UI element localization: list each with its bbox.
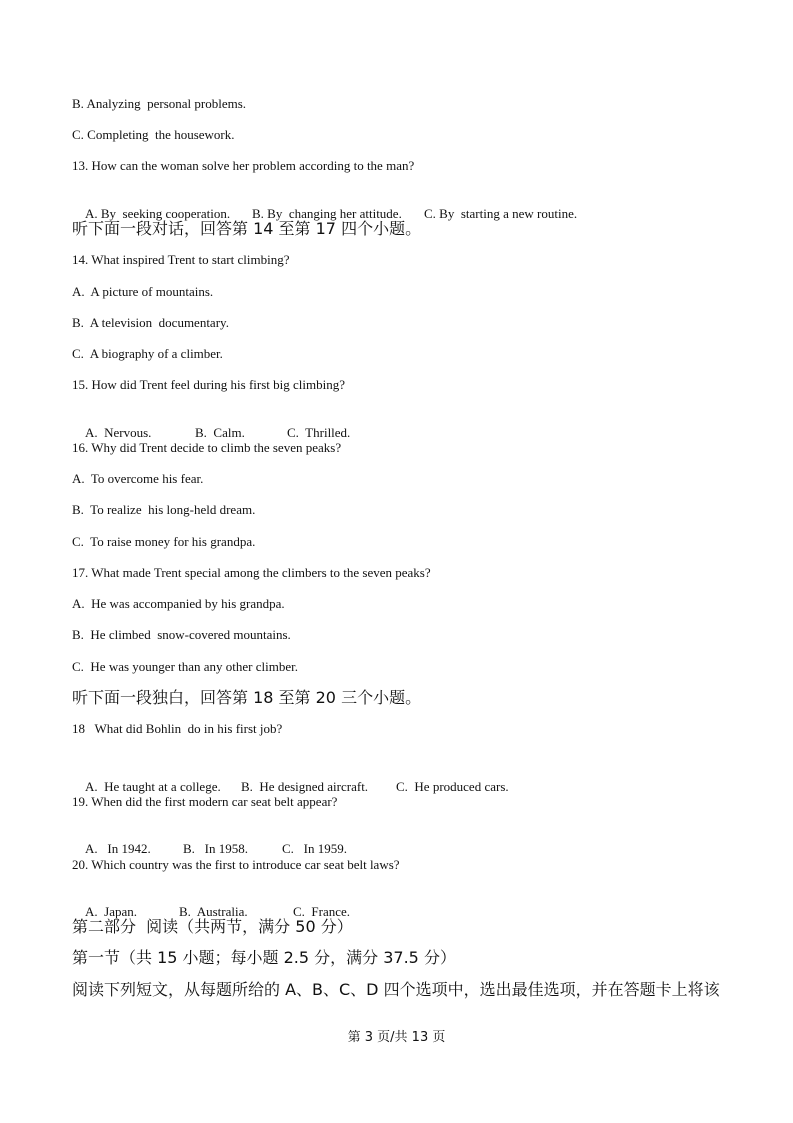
section-one-heading: 第一节（共 15 小题；每小题 2.5 分，满分 37.5 分） <box>72 948 456 967</box>
option-17c: C. He was younger than any other climber. <box>72 659 298 674</box>
question-18: 18 What did Bohlin do in his first job? <box>72 721 283 736</box>
question-19: 19. When did the first modern car seat belt appear? <box>72 794 338 809</box>
question-17: 17. What made Trent special among the climbers to the seven peaks? <box>72 565 431 580</box>
option-13c: C. By starting a new routine. <box>424 206 578 221</box>
part-two-heading: 第二部分 阅读（共两节，满分 50 分） <box>72 917 353 936</box>
option-18c: C. He produced cars. <box>396 779 509 794</box>
question-16: 16. Why did Trent decide to climb the seven peaks? <box>72 440 342 455</box>
option-16b: B. To realize his long-held dream. <box>72 502 256 517</box>
option-14c: C. A biography of a climber. <box>72 346 223 361</box>
option-14b: B. A television documentary. <box>72 315 229 330</box>
option-17b: B. He climbed snow-covered mountains. <box>72 627 291 642</box>
option-18a: A. He taught at a college. <box>85 779 221 794</box>
option-12b: B. Analyzing personal problems. <box>72 96 247 111</box>
option-18b: B. He designed aircraft. <box>241 779 369 794</box>
page-number: 第 3 页/共 13 页 <box>347 1030 446 1045</box>
option-14a: A. A picture of mountains. <box>72 284 214 299</box>
section-heading-14-17: 听下面一段对话，回答第 14 至第 17 四个小题。 <box>72 219 422 238</box>
option-17a: A. He was accompanied by his grandpa. <box>72 596 285 611</box>
section-heading-18-20: 听下面一段独白，回答第 18 至第 20 三个小题。 <box>72 688 422 707</box>
option-19a: A. In 1942. <box>85 841 151 856</box>
option-15b: B. Calm. <box>195 425 245 440</box>
option-13b: B. By changing her attitude. <box>252 206 402 221</box>
option-16a: A. To overcome his fear. <box>72 471 204 486</box>
option-16c: C. To raise money for his grandpa. <box>72 534 256 549</box>
question-14: 14. What inspired Trent to start climbing? <box>72 252 290 267</box>
option-15c: C. Thrilled. <box>287 425 351 440</box>
question-15: 15. How did Trent feel during his first big climbing? <box>72 377 345 392</box>
option-20c: C. France. <box>293 904 351 919</box>
option-13a: A. By seeking cooperation. <box>85 206 231 221</box>
option-12c: C. Completing the housework. <box>72 127 235 142</box>
option-19c: C. In 1959. <box>282 841 347 856</box>
option-20a: A. Japan. <box>85 904 137 919</box>
option-20b: B. Australia. <box>179 904 248 919</box>
reading-instruction: 阅读下列短文，从每题所给的 A、B、C、D 四个选项中，选出最佳选项，并在答题卡上将该 <box>72 980 720 999</box>
question-13: 13. How can the woman solve her problem according to the man? <box>72 158 415 173</box>
question-20: 20. Which country was the first to introduce car seat belt laws? <box>72 857 400 872</box>
option-19b: B. In 1958. <box>183 841 248 856</box>
option-15a: A. Nervous. <box>85 425 152 440</box>
